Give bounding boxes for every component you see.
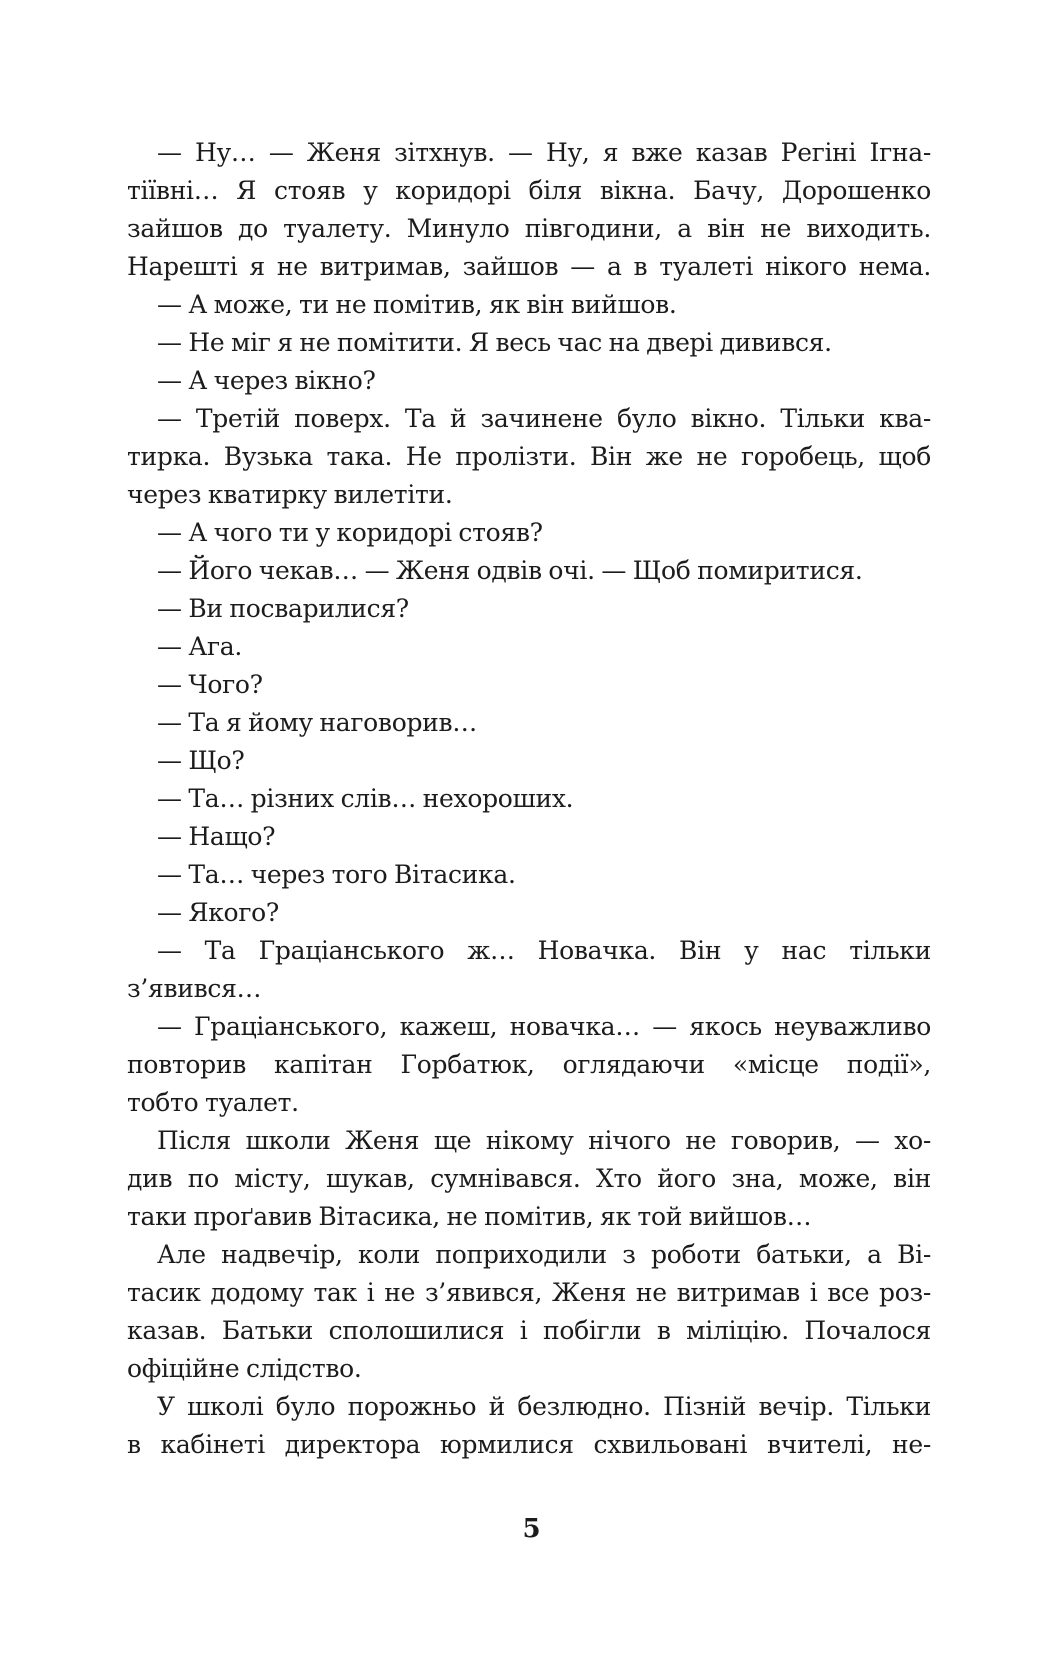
text-line: через кватирку вилетіти. [127,480,453,509]
text-line: — Граціанського, кажеш, новачка… — якось неуважливо [157,1012,931,1041]
text-line: в кабінеті директора юрмилися схвильовані вчителі, не- [127,1430,931,1459]
text-line: тирка. Вузька така. Не пролізти. Він же не горобець, щоб [127,442,931,471]
text-line: — А може, ти не помітив, як він вийшов. [157,290,677,319]
text-line: — Третій поверх. Та й зачинене було вікно. Тільки ква- [157,404,931,433]
text-line: повторив капітан Горбатюк, оглядаючи «місце події», [127,1050,931,1079]
text-line: тобто туалет. [127,1088,299,1117]
text-line: — Та Граціанського ж… Новачка. Він у нас тільки [157,936,931,965]
text-line: — Та… різних слів… нехороших. [157,784,574,813]
text-line: таки проґавив Вітасика, не помітив, як той вийшов… [127,1202,812,1231]
text-line: — Та я йому наговорив… [157,708,477,737]
text-line: див по місту, шукав, сумнівався. Хто його зна, може, він [127,1164,931,1193]
text-line: — Його чекав… — Женя одвів очі. — Щоб помиритися. [157,556,863,585]
text-line: офіційне слідство. [127,1354,362,1383]
text-line: Нарешті я не витримав, зайшов — а в туалеті нікого нема. [127,252,931,281]
text-line: — А через вікно? [157,366,376,395]
text-line: У школі було порожньо й безлюдно. Пізній вечір. Тільки [157,1392,931,1421]
text-line: — А чого ти у коридорі стояв? [157,518,543,547]
text-line: з’явився… [127,974,262,1003]
text-line: тіївні… Я стояв у коридорі біля вікна. Бачу, Дорошенко [127,176,931,205]
text-line: — Не міг я не помітити. Я весь час на двері дивився. [157,328,832,357]
text-line: — Ну… — Женя зітхнув. — Ну, я вже казав Регіні Ігна- [157,138,931,167]
page-number: 5 [522,1514,541,1544]
text-line: — Ви посварилися? [157,594,409,623]
text-line: — Якого? [157,898,279,927]
text-line: тасик додому так і не з’явився, Женя не витримав і все роз- [127,1278,931,1307]
text-line: Але надвечір, коли поприходили з роботи батьки, а Ві- [157,1240,931,1269]
text-line: зайшов до туалету. Минуло півгодини, а він не виходить. [127,214,931,243]
text-line: — Чого? [157,670,263,699]
text-line: Після школи Женя ще нікому нічого не говорив, — хо- [157,1126,931,1155]
text-line: — Та… через того Вітасика. [157,860,516,889]
text-line: — Нащо? [157,822,276,851]
text-line: — Що? [157,746,245,775]
body-text [127,134,931,1464]
text-line: — Ага. [157,632,243,661]
text-line: казав. Батьки сполошилися і побігли в міліцію. Почалося [127,1316,931,1345]
